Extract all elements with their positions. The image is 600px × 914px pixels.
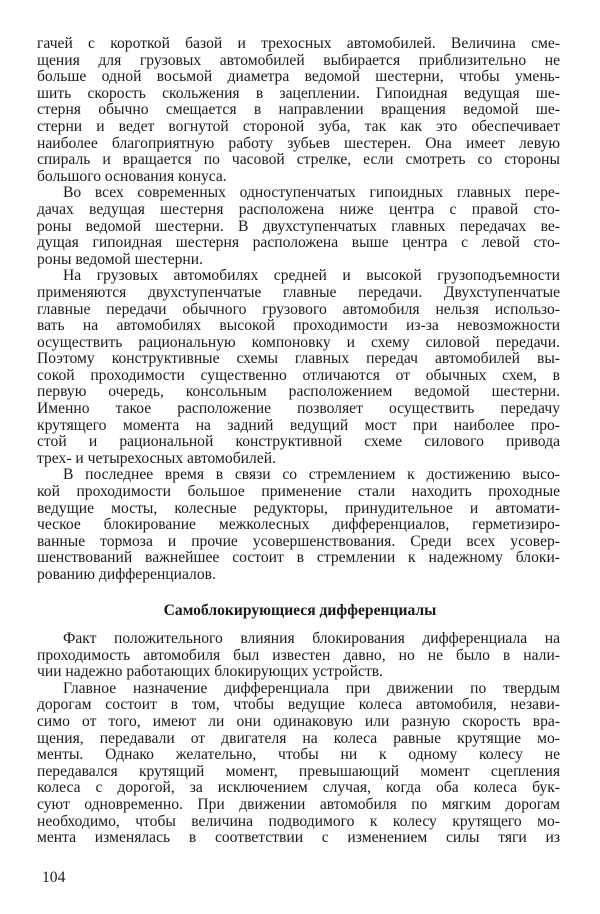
text-line: рованию дифференциалов. xyxy=(37,566,216,583)
text-line: дачах ведущая шестерня расположена ниже центра с правой сто- xyxy=(37,200,560,218)
text-line: осуществить рациональную компоновку и схему силовой передачи. xyxy=(37,333,560,351)
text-section-bottom xyxy=(37,631,560,847)
paragraph xyxy=(37,467,560,583)
page-number: 104 xyxy=(42,869,66,886)
section-heading: Самоблокирующиеся дифференциалы xyxy=(163,602,437,619)
text-line: больше одной восьмой диаметра ведомой шестерни, чтобы умень- xyxy=(37,68,560,86)
text-line: передавался крутящий момент, превышающий момент сцепления xyxy=(37,762,560,780)
text-line: дорогам состоит в том, чтобы ведущие колеса автомобиля, незави- xyxy=(37,696,560,714)
text-line: симо от того, имеют ли они одинаковую или разную скорость вра- xyxy=(37,712,560,730)
text-line: спираль и вращается по часовой стрелке, если смотреть со стороны xyxy=(37,151,560,169)
text-line: сокой проходимости существенно отличаются от обычных схем, в xyxy=(37,366,560,384)
text-line: гачей с короткой базой и трехосных автомобилей. Величина сме- xyxy=(37,35,560,52)
text-line: применяются двухступенчатые главные передачи. Двухступенчатые xyxy=(37,283,560,301)
text-line: проходимость автомобиля был известен давно, но не было в нали- xyxy=(37,646,560,664)
paragraph xyxy=(37,631,560,681)
text-line: ческое блокирование межколесных дифференциалов, герметизиро- xyxy=(37,516,560,534)
text-line: шить скорость скольжения в зацеплении. Гипоидная ведущая ше- xyxy=(37,84,560,102)
text-line: большого основания конуса. xyxy=(37,167,227,185)
text-line: ванные тормоза и прочие усовершенствования. Среди всех усовер- xyxy=(37,532,560,550)
text-line: главные передачи обычного грузового автомобиля нельзя использо- xyxy=(37,300,560,318)
text-line: щения для грузовых автомобилей выбирается приблизительно не xyxy=(37,51,560,69)
text-line: шенствований важнейшее состоит в стремлении к надежному блоки- xyxy=(37,549,560,567)
text-line: колеса с дорогой, за исключением случая, когда оба колеса бук- xyxy=(37,779,560,797)
text-line: чии надежно работающих блокирующих устройств. xyxy=(37,663,384,681)
text-line: На грузовых автомобилях средней и высокой грузоподъемности xyxy=(63,267,560,285)
text-line: крутящего момента на задний ведущий мост при наиболее про- xyxy=(37,416,560,434)
text-line: трех- и четырехосных автомобилей. xyxy=(37,449,276,467)
text-line: ведущие мосты, колесные редукторы, принудительное и автомати- xyxy=(37,499,560,517)
text-line: мента изменялась в соответствии с изменением силы тяги из xyxy=(37,829,560,847)
text-section-top xyxy=(37,36,560,584)
text-line: стерни и ведет вогнутой стороной зуба, так как это обеспечивает xyxy=(37,117,560,135)
paragraph xyxy=(37,681,560,847)
paragraph xyxy=(37,268,560,467)
text-line: Именно такое расположение позволяет осуществить передачу xyxy=(37,400,560,418)
text-line: стерня обычно смещается в направлении вращения ведомой ше- xyxy=(37,101,560,119)
paragraph xyxy=(37,36,560,185)
text-line: Главное назначение дифференциала при движении по твердым xyxy=(63,679,560,697)
text-line: щения, передавали от двигателя на колеса равные крутящие мо- xyxy=(37,729,560,747)
text-line: роны ведомой шестерни. xyxy=(37,250,204,268)
text-line: дущая гипоидная шестерня расположена выше центра с левой сто- xyxy=(37,234,560,252)
text-line: Во всех современных одноступенчатых гипоидных главных пере- xyxy=(63,184,560,202)
text-line: первую очередь, консольным расположением ведомой шестерни. xyxy=(37,383,560,401)
text-line: вать на автомобилях высокой проходимости из-за невозможности xyxy=(37,317,560,335)
text-line: Факт положительного влияния блокирования дифференциала на xyxy=(63,630,560,647)
text-line: роны ведомой шестерни. В двухступенчатых главных передачах ве- xyxy=(37,217,560,235)
text-line: стой и рациональной конструктивной схеме силового привода xyxy=(37,433,560,451)
text-line: В последнее время в связи со стремлением к достижению высо- xyxy=(63,466,560,484)
text-line: Поэтому конструктивные схемы главных передач автомобилей вы- xyxy=(37,350,560,368)
text-line: менты. Однако желательно, чтобы ни к одному колесу не xyxy=(37,746,560,764)
text-line: кой проходимости большое применение стали находить проходные xyxy=(37,483,560,501)
text-line: наиболее благоприятную работу зубьев шестерен. Она имеет левую xyxy=(37,134,560,152)
text-line: суют одновременно. При движении автомобиля по мягким дорогам xyxy=(37,795,560,813)
paragraph xyxy=(37,185,560,268)
text-line: необходимо, чтобы величина подводимого к колесу крутящего мо- xyxy=(37,812,560,830)
